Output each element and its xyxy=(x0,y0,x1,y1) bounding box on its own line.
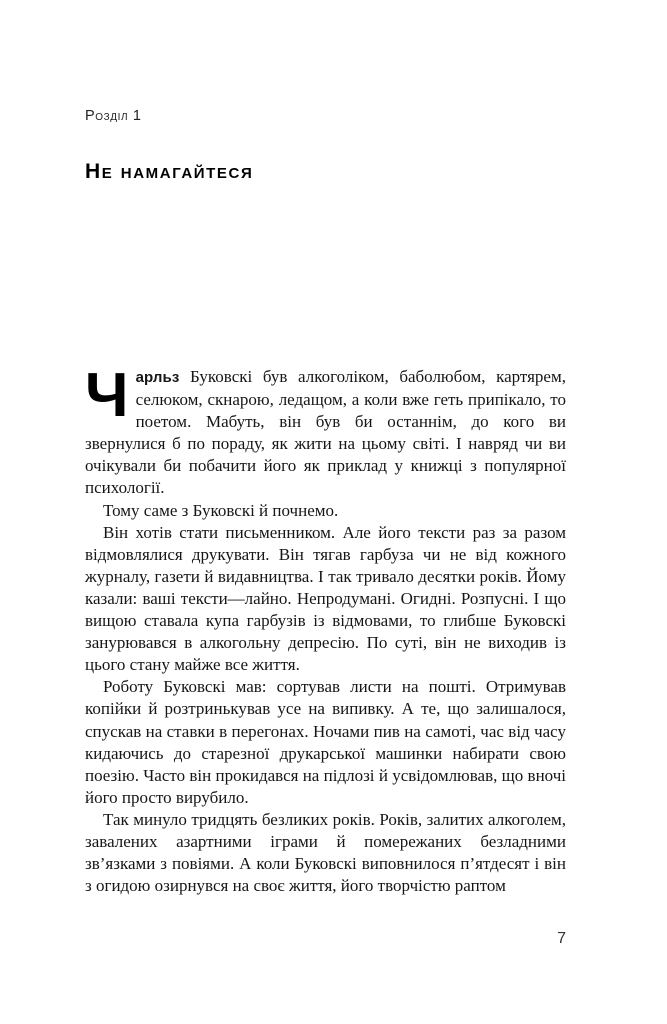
paragraph-1-text: Буковскі був алкоголіком, баболюбом, картярем, селюком, скнарою, ледащом, а коли вже геть припікало, то поетом. Мабуть, він був би останнім, до кого ви звернулися б по пораду, як жити на цьому світі. І навряд чи ви очікували би побачити його як приклад у книжці з популярної психології. xyxy=(85,367,566,498)
drop-cap: Ч xyxy=(85,361,128,430)
chapter-label: Розділ 1 xyxy=(85,108,142,124)
paragraph-3: Він хотів стати письменником. Але його тексти раз за разом відмовлялися друкувати. Він тягав гарбуза чи не від кожного журналу, газети й видавництва. І так тривало десятки років. Йому казали: ваші тексти—лайно. Непродумані. Огидні. Розпусні. І що вищою ставала купа гарбузів із відмовами, то глибше Буковскі занурювався в алкогольну депресію. По суті, він не виходив із цього стану майже все життя. xyxy=(85,522,566,675)
page-title: Не намагайтеся xyxy=(85,160,254,184)
paragraph-4: Роботу Буковскі мав: сортував листи на пошті. Отримував копійки й розтринькував усе на випивку. А те, що залишалося, спускав на ставки в перегонах. Ночами пив на самоті, час від часу кидаючись до старезної друкарської машинки набирати свою поезію. Часто він прокидався на підлозі й усвідомлював, що вночі його просто вирубило. xyxy=(85,677,566,807)
paragraph-1 xyxy=(85,361,566,500)
paragraph-5: Так минуло тридцять безликих років. Років, залитих алкоголем, завалених азартними іграми й помережаних безладними зв’язками з повіями. А коли Буковскі виповнилося п’ятдесят і він з огидою озирнувся на своє життя, його творчістю раптом xyxy=(85,809,566,896)
lead-in-text: арльз xyxy=(135,369,180,386)
page-number: 7 xyxy=(557,930,566,947)
paragraph-2: Тому саме з Буковскі й почнемо. xyxy=(103,500,339,520)
body-text-block xyxy=(85,361,566,897)
